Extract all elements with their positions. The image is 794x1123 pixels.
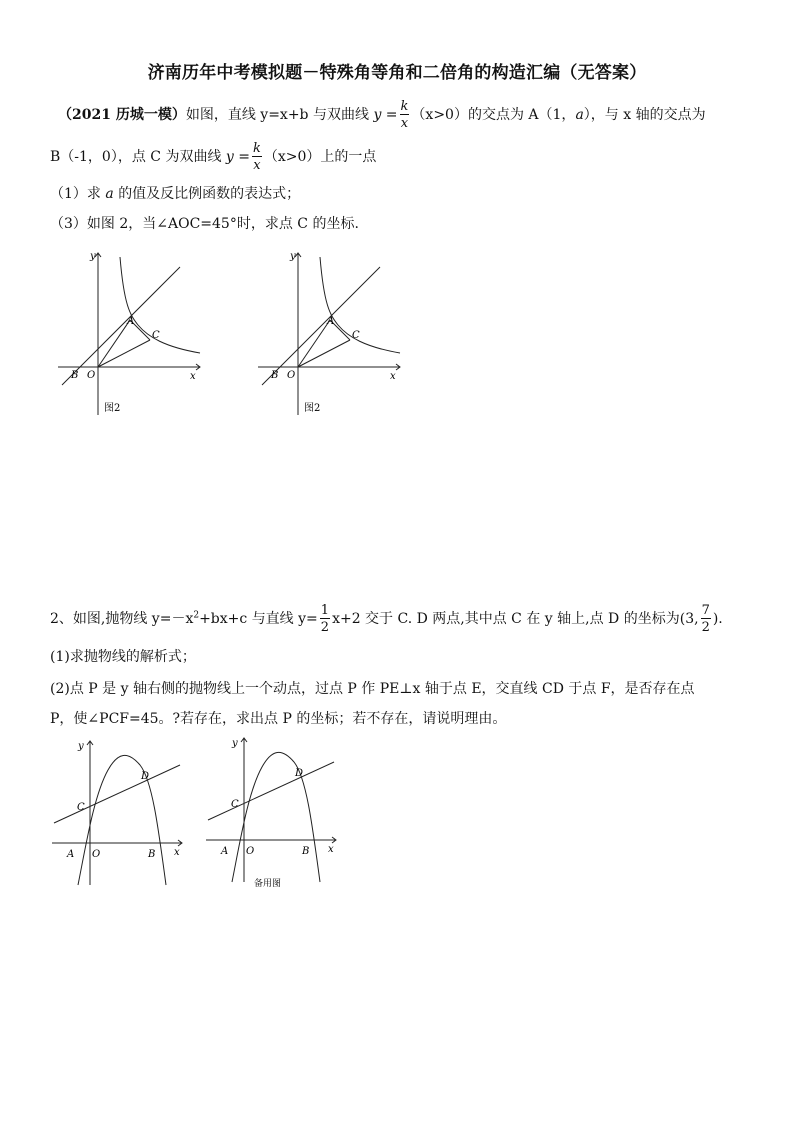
segment-oc [298, 340, 350, 367]
fraction-k-over-x: $\frac{k}{x}$ [400, 99, 409, 131]
label-d: D [295, 768, 304, 779]
fraction-one-half: $\frac{1}{2}$ [320, 603, 330, 635]
label-b: B [271, 370, 279, 381]
figure-parabola-1 [48, 735, 198, 890]
label-x: x [390, 371, 396, 382]
label-a: A [127, 316, 135, 327]
label-o: O [287, 370, 296, 381]
label-a: A [221, 846, 229, 857]
label-c: C [77, 802, 85, 813]
label-y: y [232, 738, 238, 749]
figure-caption: 图2 [304, 403, 321, 414]
line-cd [208, 762, 334, 820]
problem1-line2: B（-1，0），点 C 为双曲线 y = $\frac{k}{x}$ （x>0）上的一点 [50, 141, 377, 173]
parabola-curve [78, 755, 166, 885]
figure-hyperbola-1 [50, 245, 210, 420]
problem2-line1: 2、如图,抛物线 $y=-x^2+bx+c$ 与直线 y= $\frac{1}{2}$ x+2 交于 C. D 两点,其中点 C 在 y 轴上,点 D 的坐标为(3, $\frac{7}{2}$ ). [50, 603, 723, 635]
label-a: A [67, 849, 75, 860]
label-c: C [352, 330, 360, 341]
label-x: x [190, 371, 196, 382]
fraction-k-over-x: $\frac{k}{x}$ [253, 141, 261, 173]
parabola-curve [232, 752, 320, 882]
problem2-question1: (1)求抛物线的解析式； [50, 649, 196, 665]
label-y: y [78, 741, 84, 752]
label-o: O [87, 370, 96, 381]
figure-caption: 图2 [104, 403, 121, 414]
figure-parabola-2 [202, 732, 352, 892]
label-o: O [92, 849, 101, 860]
label-y: y [290, 251, 296, 262]
label-b: B [71, 370, 79, 381]
label-c: C [231, 799, 239, 810]
figure-hyperbola-2 [250, 245, 410, 420]
problem2-question2-line1: (2)点 P 是 y 轴右侧的抛物线上一个动点，过点 P 作 PE⊥x 轴于点 E，交直线 CD 于点 F，是否存在点 [50, 681, 695, 697]
problem2-question2-line2: P，使∠PCF=45。?若存在，求出点 P 的坐标；若不存在，请说明理由。 [50, 711, 507, 727]
label-y: y [90, 251, 96, 262]
line-cd [54, 765, 180, 823]
problem1-line1: （2021 历城一模）如图，直线 y=x+b 与双曲线 y = $\frac{k}{x}$ （x>0）的交点为 A（1，a），与 x 轴的交点为 [58, 99, 706, 131]
label-b: B [148, 849, 156, 860]
page-title: 济南历年中考模拟题－特殊角等角和二倍角的构造汇编（无答案） [147, 63, 647, 83]
problem1-question3: （3）如图 2，当∠AOC=45°时，求点 C 的坐标. [50, 216, 359, 232]
label-x: x [174, 847, 180, 858]
label-a: A [327, 316, 335, 327]
problem1-question1: （1）求 a 的值及反比例函数的表达式； [50, 186, 301, 202]
label-d: D [141, 771, 150, 782]
label-o: O [246, 846, 255, 857]
problem1-source: （2021 历城一模） [58, 107, 186, 123]
figure-caption: 备用图 [254, 879, 282, 889]
fraction-seven-halves: $\frac{7}{2}$ [701, 603, 710, 635]
hyperbola-curve [120, 257, 200, 353]
label-b: B [302, 846, 310, 857]
segment-oc [98, 340, 150, 367]
hyperbola-curve [320, 257, 400, 353]
label-x: x [328, 844, 334, 855]
label-c: C [152, 330, 160, 341]
